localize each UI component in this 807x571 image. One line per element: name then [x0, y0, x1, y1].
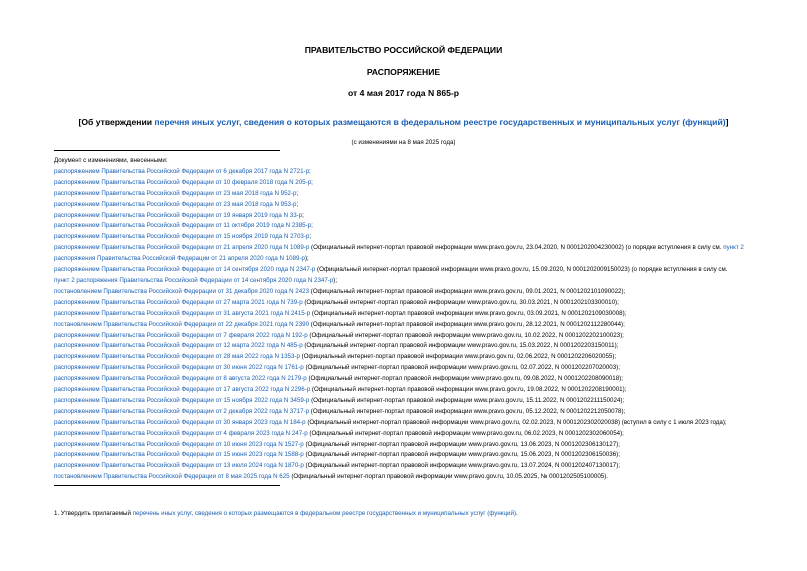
- change-link[interactable]: распоряжением Правительства Российской Федерации от 15 ноября 2022 года N 3459-р: [54, 396, 310, 404]
- change-item: [54, 407, 744, 418]
- change-details: (Официальный интернет-портал правовой информации www.pravo.gov.ru, 15.11.2022, N 0001202211150024);: [309, 396, 625, 404]
- change-item: [54, 374, 744, 385]
- change-item: [54, 385, 744, 396]
- paragraph-1-link[interactable]: перечень иных услуг, сведения о которых размещаются в федеральном реестре государственных и муниципальных услуг (функций): [132, 510, 517, 517]
- change-details: (Официальный интернет-портал правовой информации www.pravo.gov.ru, 09.01.2021, N 0001202101090022);: [309, 287, 626, 295]
- change-link[interactable]: распоряжением Правительства Российской Федерации от 21 апреля 2020 года N 1089-р: [54, 244, 310, 252]
- change-details: (Официальный интернет-портал правовой информации www.pravo.gov.ru, 09.08.2022, N 0001202208090018);: [306, 375, 623, 383]
- org-name: ПРАВИТЕЛЬСТВО РОССИЙСКОЙ ФЕДЕРАЦИИ: [304, 45, 503, 55]
- change-link[interactable]: распоряжением Правительства Российской Федерации от 19 января 2019 года N 33-р: [54, 211, 303, 219]
- change-link[interactable]: распоряжением Правительства Российской Федерации от 28 мая 2022 года N 1353-р: [54, 353, 300, 361]
- document-title: [0, 117, 807, 127]
- change-item: [54, 341, 744, 352]
- change-details: ;: [296, 189, 299, 197]
- change-details: (Официальный интернет-портал правовой информации www.pravo.gov.ru, 23.04.2020, N 0001202004230002) (о порядке вступления в силу см.: [309, 244, 724, 252]
- doc-date-number: от 4 мая 2017 года N 865-р: [348, 88, 459, 98]
- change-details: (Официальный интернет-портал правовой информации www.pravo.gov.ru, 02.06.2022, N 0001202206020055);: [299, 353, 617, 361]
- change-link[interactable]: распоряжением Правительства Российской Федерации от 2 декабря 2022 года N 3717-р: [54, 407, 310, 415]
- change-link[interactable]: распоряжением Правительства Российской Федерации от 15 июня 2023 года N 1588-р: [54, 451, 304, 459]
- changes-list: [54, 156, 744, 483]
- change-item: [54, 265, 744, 287]
- change-details: (Официальный интернет-портал правовой информации www.pravo.gov.ru, 19.08.2022, N 0001202208190001);: [310, 386, 627, 394]
- change-details: (Официальный интернет-портал правовой информации www.pravo.gov.ru, 13.07.2024, N 0001202407130017);: [303, 462, 620, 470]
- change-link[interactable]: распоряжением Правительства Российской Федерации от 12 марта 2022 года N 485-р: [54, 342, 303, 350]
- change-link[interactable]: распоряжением Правительства Российской Федерации от 10 июня 2023 года N 1527-р: [54, 440, 304, 448]
- change-item: [54, 232, 744, 243]
- change-link[interactable]: распоряжением Правительства Российской Федерации от 31 августа 2021 года N 2415-р: [54, 309, 311, 317]
- change-link[interactable]: распоряжением Правительства Российской Федерации от 23 мая 2018 года N 952-р: [54, 189, 297, 197]
- change-details: (Официальный интернет-портал правовой информации www.pravo.gov.ru, 02.02.2023, N 0001202302020038) (вступил в силу с 1 июля 2023 года);: [305, 418, 727, 426]
- doc-type: РАСПОРЯЖЕНИЕ: [366, 67, 441, 77]
- paragraph-1-prefix: 1. Утвердить прилагаемый: [54, 510, 133, 517]
- title-open: [Об утверждении: [78, 117, 155, 127]
- change-link[interactable]: распоряжением Правительства Российской Федерации от 7 февраля 2022 года N 192-р: [54, 331, 308, 339]
- change-effective-link[interactable]: пункт 2 распоряжения Правительства Российской Федерации от 21 апреля 2020 года N 1089-р: [54, 244, 744, 263]
- change-details: (Официальный интернет-портал правовой информации www.pravo.gov.ru, 02.07.2022, N 0001202207020003);: [303, 364, 620, 372]
- change-item: [54, 211, 744, 222]
- change-item: [54, 243, 744, 265]
- change-details: (Официальный интернет-портал правовой информации www.pravo.gov.ru, 15.09.2020, N 0001202009150023) (о порядке вступления в силу см.: [315, 266, 728, 274]
- change-details: (Официальный интернет-портал правовой информации www.pravo.gov.ru, 28.12.2021, N 0001202112280044);: [309, 320, 625, 328]
- change-link[interactable]: распоряжением Правительства Российской Федерации от 17 августа 2022 года N 2296-р: [54, 386, 311, 394]
- change-item: [54, 363, 744, 374]
- change-item: [54, 396, 744, 407]
- change-details: (Официальный интернет-портал правовой информации www.pravo.gov.ru, 15.06.2023, N 0001202306150036);: [303, 451, 620, 459]
- change-item: [54, 429, 744, 440]
- change-link[interactable]: распоряжением Правительства Российской Федерации от 6 декабря 2017 года N 2721-р: [54, 167, 310, 175]
- change-details: (Официальный интернет-портал правовой информации www.pravo.gov.ru, 13.06.2023, N 0001202306130127);: [303, 440, 620, 448]
- change-effective-link[interactable]: пункт 2 распоряжения Правительства Российской Федерации от 14 сентября 2020 года N 2347-р: [54, 276, 334, 284]
- change-tail: );: [333, 276, 338, 284]
- change-item: [54, 461, 744, 472]
- change-details: ;: [309, 167, 311, 175]
- change-item: [54, 472, 744, 483]
- change-link[interactable]: распоряжением Правительства Российской Федерации от 4 февраля 2023 года N 247-р: [54, 429, 308, 437]
- change-item: [54, 167, 744, 178]
- title-close: ]: [725, 117, 729, 127]
- change-tail: );: [304, 255, 309, 263]
- change-details: ;: [302, 211, 304, 219]
- change-link[interactable]: распоряжением Правительства Российской Федерации от 8 августа 2022 года N 2179-р: [54, 375, 307, 383]
- paragraph-1-suffix: .: [516, 510, 518, 517]
- change-details: (Официальный интернет-портал правовой информации www.pravo.gov.ru, 10.02.2022, N 0001202202100023);: [307, 331, 624, 339]
- change-link[interactable]: постановлением Правительства Российской Федерации от 22 декабря 2021 года N 2390: [54, 320, 310, 328]
- change-item: [54, 320, 744, 331]
- change-item: [54, 221, 744, 232]
- changes-items: [54, 167, 744, 483]
- title-link[interactable]: перечня иных услуг, сведения о которых размещаются в федеральном реестре государственных и муниципальных услуг (функций): [154, 117, 726, 127]
- change-link[interactable]: распоряжением Правительства Российской Федерации от 30 января 2023 года N 184-р: [54, 418, 306, 426]
- change-link[interactable]: распоряжением Правительства Российской Федерации от 13 июля 2024 года N 1870-р: [54, 462, 304, 470]
- change-details: (Официальный интернет-портал правовой информации www.pravo.gov.ru, 30.03.2021, N 0001202103300010);: [302, 298, 619, 306]
- change-details: ;: [311, 178, 313, 186]
- change-item: [54, 309, 744, 320]
- changes-intro: Документ с изменениями, внесенными:: [54, 157, 168, 164]
- change-link[interactable]: распоряжением Правительства Российской Федерации от 27 марта 2021 года N 739-р: [54, 298, 303, 306]
- change-item: [54, 189, 744, 200]
- change-item: [54, 331, 744, 342]
- revision-note: (с изменениями на 8 мая 2025 года): [351, 139, 456, 146]
- divider-top: [54, 150, 280, 151]
- change-details: (Официальный интернет-портал правовой информации www.pravo.gov.ru, 05.12.2022, N 0001202212050078);: [309, 407, 626, 415]
- change-item: [54, 440, 744, 451]
- change-link[interactable]: постановлением Правительства Российской Федерации от 31 декабря 2020 года N 2423: [54, 287, 310, 295]
- change-item: [54, 287, 744, 298]
- change-details: ;: [309, 233, 312, 241]
- change-link[interactable]: распоряжением Правительства Российской Федерации от 11 октября 2019 года N 2385-р: [54, 222, 312, 230]
- change-details: (Официальный интернет-портал правовой информации www.pravo.gov.ru, 03.09.2021, N 0001202109030008);: [310, 309, 627, 317]
- change-details: (Официальный интернет-портал правовой информации www.pravo.gov.ru, 06.02.2023, N 0001202302060054);: [307, 429, 624, 437]
- change-link[interactable]: распоряжением Правительства Российской Федерации от 15 ноября 2019 года N 2703-р: [54, 233, 310, 241]
- change-item: [54, 298, 744, 309]
- change-item: [54, 418, 744, 429]
- change-details: (Официальный интернет-портал правовой информации www.pravo.gov.ru, 15.03.2022, N 0001202203150011);: [302, 342, 619, 350]
- change-link[interactable]: распоряжением Правительства Российской Федерации от 10 февраля 2018 года N 205-р: [54, 178, 312, 186]
- change-link[interactable]: распоряжением Правительства Российской Федерации от 23 мая 2018 года N 953-р: [54, 200, 297, 208]
- change-item: [54, 200, 744, 211]
- change-item: [54, 450, 744, 461]
- change-link[interactable]: постановлением Правительства Российской Федерации от 8 мая 2025 года N 625: [54, 473, 290, 481]
- divider-bottom: [54, 485, 280, 486]
- change-details: ;: [311, 222, 313, 230]
- change-details: ;: [296, 200, 299, 208]
- paragraph-1: [54, 510, 754, 517]
- change-item: [54, 178, 744, 189]
- change-link[interactable]: распоряжением Правительства Российской Федерации от 30 июня 2022 года N 1761-р: [54, 364, 304, 372]
- change-item: [54, 352, 744, 363]
- change-link[interactable]: распоряжением Правительства Российской Федерации от 14 сентября 2020 года N 2347-р: [54, 266, 316, 274]
- change-details: (Официальный интернет-портал правовой информации www.pravo.gov.ru, 10.05.2025, № 0001202505100005).: [289, 473, 608, 481]
